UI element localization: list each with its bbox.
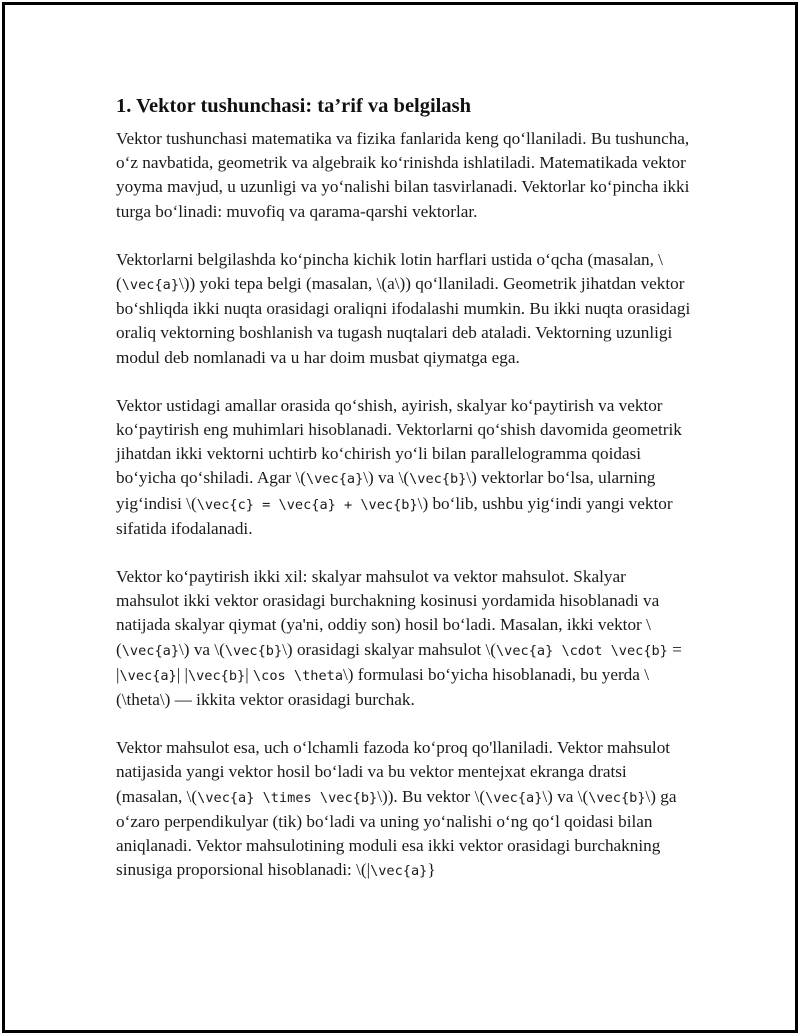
paragraph bbox=[116, 736, 691, 883]
math-code: \vec{a} bbox=[485, 789, 543, 806]
math-code: \vec{a} bbox=[370, 863, 428, 880]
math-code: \vec{b} bbox=[588, 789, 646, 806]
text-run: Vektor tushunchasi matematika va fizika fanlarida keng qo‘llaniladi. Bu tushuncha, o‘z navbatida, geometrik va algebraik ko‘rinishda ishlatiladi. Matematikada vektor yoyma mavjud, u uzunligi va yo‘nalishi bilan tasvirlanadi. Vektorlar ko‘pincha ikki turga bo‘linadi: muvofiq va qarama-qarshi vektorlar. bbox=[116, 129, 690, 221]
math-code: \vec{a} \cdot \vec{b} bbox=[496, 642, 668, 659]
text-run: \) vektorlar bo‘lsa, ularning yig‘indisi \( bbox=[116, 468, 656, 513]
text-run: Vektor ko‘paytirish ikki xil: skalyar mahsulot va vektor mahsulot. Skalyar mahsulot ikki vektor orasidagi burchakning kosinusi yordamida hisoblanadi va natijada skalyar qiymat (ya'ni, oddiy son) hosil bo‘ladi. Masalan, ikki vektor \( bbox=[116, 567, 660, 659]
text-run: \) va \( bbox=[179, 639, 225, 659]
math-code: \vec{b} bbox=[409, 471, 467, 488]
text-run: \) bo‘lib, ushbu yig‘indi yangi vektor sifatida ifodalanadi. bbox=[116, 493, 673, 538]
text-run: Vektor mahsulot esa, uch o‘lchamli fazoda ko‘proq qo'llaniladi. Vektor mahsulot natijasida yangi vektor hosil bo‘ladi va bu vektor mentejxat ekranga dratsi (masalan, \( bbox=[116, 738, 671, 806]
text-run: \)) yoki tepa belgi (masalan, \(a\)) qo‘llaniladi. Geometrik jihatdan vektor bo‘shliqda ikki nuqta orasidagi oraliqni ifodalashi mumkin. Bu ikki nuqta orasidagi oraliq vektorning boshlanish va tugash nuqtalari deb ataladi. Vektorning uzunligi modul deb nomlanadi va u har doim musbat qiymatga ega. bbox=[116, 274, 691, 367]
text-run: \) va \( bbox=[363, 468, 410, 488]
text-run: \)). Bu vektor \( bbox=[377, 786, 486, 806]
math-code: \vec{a} bbox=[305, 471, 364, 488]
text-run: \) va \( bbox=[542, 786, 589, 806]
text-run: \) formulasi bo‘yicha hisoblanadi, bu yerda \(\theta\) — ikkita vektor orasidagi burchak. bbox=[116, 664, 649, 710]
paragraph-list bbox=[116, 127, 691, 883]
text-run: | bbox=[245, 664, 253, 684]
math-code: \vec{a} bbox=[121, 277, 180, 294]
text-run: \) orasidagi skalyar mahsulot \( bbox=[282, 639, 496, 659]
text-run: Vektor ustidagi amallar orasida qo‘shish, ayirish, skalyar ko‘paytirish va vektor ko‘paytirish eng muhimlari hisoblanadi. Vektorlarni qo‘shish davomida geometrik jihatdan ikki vektorni uchtirb ko‘chirish yo‘li bilan parallelogramma qoidasi bo‘yicha qo‘shiladi. Agar \( bbox=[116, 395, 682, 488]
text-run: | | bbox=[176, 664, 188, 684]
text-run: Vektorlarni belgilashda ko‘pincha kichik lotin harflari ustida o‘qcha (masalan, \( bbox=[116, 249, 663, 294]
math-code: \vec{a} bbox=[121, 642, 180, 659]
paragraph bbox=[116, 248, 691, 370]
math-code: \vec{a} \times \vec{b} bbox=[197, 789, 378, 806]
text-run: = | bbox=[116, 639, 682, 684]
paragraph bbox=[116, 565, 691, 712]
text-run: \) ga o‘zaro perpendikulyar (tik) bo‘ladi va uning yo‘nalishi o‘ng qo‘l qoidasi bilan aniqlanadi. Vektor mahsulotining moduli esa ikki vektor orasidagi burchakning sinusiga proporsional hisoblanadi: \(| bbox=[116, 786, 677, 880]
text-run: } bbox=[427, 860, 436, 880]
math-code: \vec{b} bbox=[187, 667, 246, 684]
math-code: \vec{c} = \vec{a} + \vec{b} bbox=[196, 496, 418, 513]
section-heading: 1. Vektor tushunchasi: ta’rif va belgilash bbox=[116, 95, 472, 117]
paragraph bbox=[116, 394, 691, 541]
math-code: \vec{b} bbox=[224, 642, 283, 659]
document-body bbox=[116, 92, 691, 907]
math-code: \vec{a} bbox=[119, 667, 177, 684]
math-code: \cos \theta bbox=[252, 667, 344, 684]
paragraph bbox=[116, 127, 691, 224]
